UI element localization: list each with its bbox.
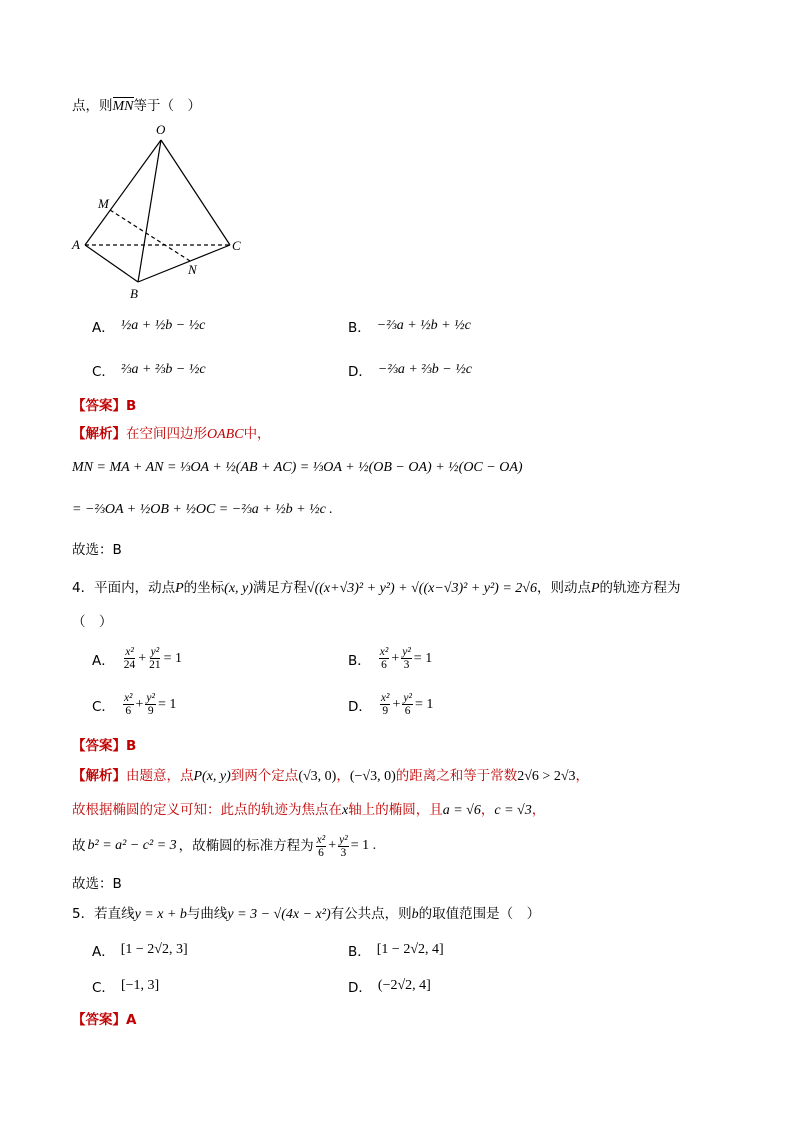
q4-answer-tag: 【答案】 — [72, 738, 126, 754]
label-B: B — [130, 286, 138, 301]
q3-option-d-expr: −⅔a + ⅔b − ½c — [377, 362, 472, 377]
q5-number: 5． — [72, 906, 95, 922]
q5-option-b[interactable]: B． [1 − 2√2, 4] — [348, 942, 444, 960]
q4-choice: 故选：B — [72, 876, 122, 892]
q4-option-d[interactable]: D． $\frac{\text{x²}}{9}$ + $\frac{\text{y²}}{6}$ = 1 — [348, 692, 434, 718]
q3-option-c[interactable]: C． ⅔a + ⅔b − ½c — [92, 362, 206, 380]
q3-option-d[interactable]: D． −⅔a + ⅔b − ½c — [348, 362, 472, 380]
q5-option-d-expr: (−2√2, 4] — [377, 978, 431, 993]
q3-analysis-heading: 【解析】在空间四边形OABC中， — [72, 426, 271, 442]
q3-stem-suffix: 等于（ ） — [133, 98, 201, 114]
q4-option-c[interactable]: C． $\frac{\text{x²}}{6}$ + $\frac{\text{y²}}{9}$ = 1 — [92, 692, 177, 718]
q5-option-a-expr: [1 − 2√2, 3] — [120, 942, 188, 957]
q4-option-b[interactable]: B． $\frac{\text{x²}}{6}$ + $\frac{\text{y²}}{3}$ = 1 — [348, 646, 433, 672]
label-O: O — [156, 122, 166, 137]
q3-stem-vector: MN — [112, 99, 134, 114]
q4-analysis-line3: 故 b² = a² − c² = 3 ，故椭圆的标准方程为 $\frac{\text{x²}}{6}$ + $\frac{\text{y²}}{3}$ = 1 . — [72, 834, 377, 860]
q4-analysis-line1: 【解析】由题意，点P(x, y)到两个定点(√3, 0)，(−√3, 0)的距离之和等于常数2√6 > 2√3， — [72, 768, 589, 784]
q3-option-a-expr: ½a + ½b − ½c — [120, 318, 206, 333]
q3-option-b-expr: −⅔a + ½b + ½c — [376, 318, 471, 333]
q5-option-b-expr: [1 − 2√2, 4] — [376, 942, 444, 957]
q3-choice: 故选：B — [72, 542, 122, 558]
q4-option-a[interactable]: A． $\frac{\text{x²}}{24}$ + $\frac{\text{y²}}{21}$ = 1 — [92, 646, 183, 672]
q3-answer — [72, 398, 136, 414]
q3-answer-tag: 【答案】 — [72, 398, 126, 414]
q3-stem-prefix: 点，则 — [72, 98, 113, 114]
q4-equation: √((x+√3)² + y²) + √((x−√3)² + y²) = 2√6 — [306, 581, 537, 596]
q3-analysis-line1: MN = MA + AN = ⅓OA + ½(AB + AC) = ⅓OA + ½(OB − OA) + ½(OC − OA) — [72, 460, 523, 475]
q4-answer-value: B — [126, 738, 137, 754]
q5-option-c-expr: [−1, 3] — [120, 978, 160, 993]
label-N: N — [188, 262, 197, 277]
q5-answer-tag: 【答案】 — [72, 1012, 126, 1028]
q3-answer-value: B — [126, 398, 137, 414]
tetrahedron-figure — [68, 120, 258, 305]
label-M: M — [98, 196, 109, 211]
q4-answer — [72, 738, 136, 754]
q3-option-b[interactable]: B． −⅔a + ½b + ½c — [348, 318, 471, 336]
q3-option-a[interactable]: A． ½a + ½b − ½c — [92, 318, 206, 336]
q4-analysis-line2: 故根据椭圆的定义可知：此点的轨迹为焦点在x轴上的椭圆，且a = √6，c = √3， — [72, 802, 546, 818]
q4-number: 4． — [72, 580, 95, 596]
q5-option-c[interactable]: C． [−1, 3] — [92, 978, 160, 996]
q5-answer-value: A — [126, 1012, 137, 1028]
q3-analysis-tag: 【解析】 — [72, 426, 126, 442]
q5-option-d[interactable]: D． (−2√2, 4] — [348, 978, 431, 996]
q5-stem: 5．若直线y = x + b与曲线y = 3 − √(4x − x²)有公共点，则b的取值范围是（ ） — [72, 906, 541, 922]
q5-answer — [72, 1012, 136, 1028]
q5-option-a[interactable]: A． [1 − 2√2, 3] — [92, 942, 188, 960]
q3-stem — [72, 98, 201, 116]
q4-stem-paren: （ ） — [72, 614, 113, 630]
q4-stem: 4．平面内，动点P的坐标(x, y)满足方程√((x+√3)² + y²) + √((x−√3)² + y²) = 2√6，则动点P的轨迹方程为 — [72, 580, 681, 596]
label-C: C — [232, 238, 241, 253]
q3-option-c-expr: ⅔a + ⅔b − ½c — [120, 362, 206, 377]
q4-analysis-tag: 【解析】 — [72, 768, 126, 784]
q3-analysis-line2: = −⅔OA + ½OB + ½OC = −⅔a + ½b + ½c . — [72, 502, 333, 517]
label-A: A — [72, 237, 80, 252]
